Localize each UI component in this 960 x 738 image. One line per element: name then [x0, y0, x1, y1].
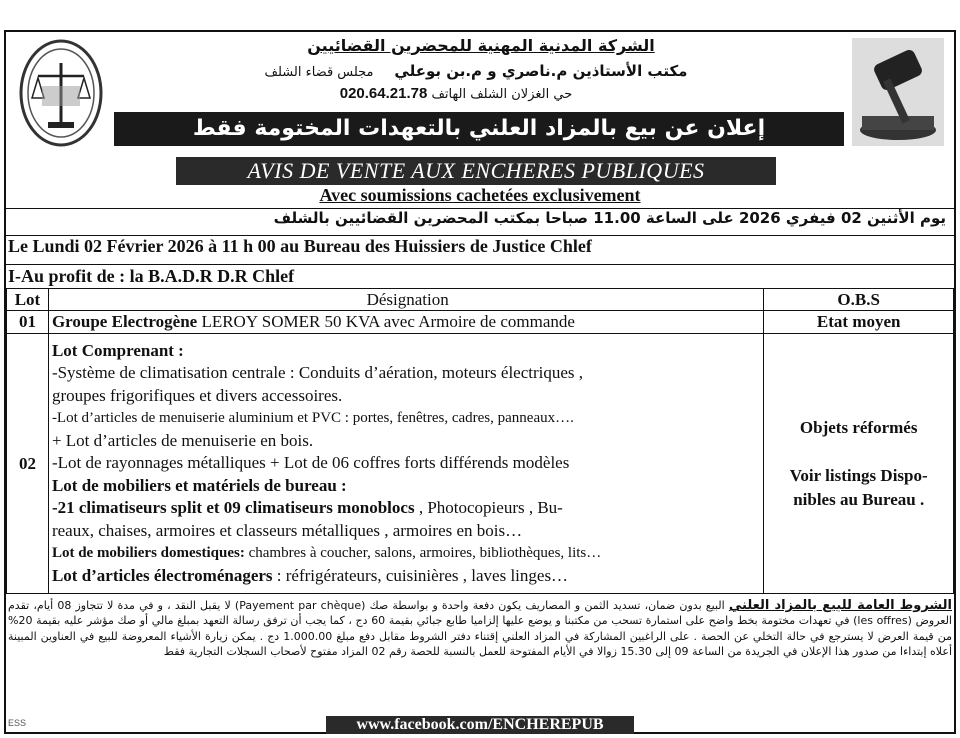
beneficiary-line: I-Au profit de : la B.A.D.R D.R Chlef	[8, 266, 295, 286]
french-date-line: Le Lundi 02 Février 2026 à 11 h 00 au Bureau des Huissiers de Justice Chlef	[8, 236, 592, 256]
general-conditions	[8, 598, 952, 660]
lot-description-text: Lot d’articles électroménagers	[51, 565, 273, 585]
court-name: مجلس قضاء الشلف	[264, 65, 374, 80]
table-row	[7, 311, 954, 334]
lot-number: 01	[7, 311, 49, 334]
subtitle: Avec soumissions cachetées exclusivement	[319, 185, 641, 205]
lot-description-line	[52, 497, 763, 520]
lot-designation-bold: Groupe Electrogène	[51, 312, 198, 331]
conditions-body: البيع بدون ضمان، تسديد الثمن و المصاريف يكون دفعة واحدة و بواسطة صك (Payement par chèque) لا يقبل النقد ، و في مدة لا تتجاوز 08 أيام، تقدم العروض (les offres) في تعهدات مختومة بخط واضح على استمارة تسحب من مكتبنا و يوضع عليها إلزاميا طابع جبائي بقيمة 60 دج ، كما يجب أن ترفق رسالة التعهد بمبلغ مالي أو صك مؤشر عليه بقيمة 20% من قيمة العرض لا يسترجع في حالة التخلي عن الحصة . على الراغبين المشاركة في المزاد العلني إقتناء دفتر الشروط مقابل دفع مبلغ 1.000.00 دج . يمكن زيارة الأشياء المعروضة للبيع في العناوين المبينة أعلاه إبتداءا من صدور هذا الإعلان في الجريدة من الساعة 09 إلى 15.30 زوالا في الأيام المفتوحة للعمل بالنسبة للحصة رقم 02 المزاد مفتوح لأصحاب السجلات التجارية فقط	[8, 599, 952, 659]
footer-banner	[6, 716, 954, 734]
lot-description-line	[52, 452, 763, 475]
lot-description-text: Lot de mobiliers et matériels de bureau :	[51, 475, 347, 495]
obs-listings-line-2: nibles au Bureau .	[793, 489, 925, 509]
table-row	[7, 334, 954, 594]
lot-description-rest: chambres à coucher, salons, armoires, bibliothèques, lits…	[244, 545, 602, 562]
conditions-title: الشروط العامة للبيع بالمزاد العلني	[728, 598, 952, 613]
lot-description-line	[52, 565, 763, 588]
obs-listings-line-1: Voir listings Dispo-	[789, 465, 928, 485]
facebook-url-link[interactable]: www.facebook.com/ENCHEREPUB	[326, 716, 633, 734]
address-line	[286, 85, 626, 102]
company-name: الشركة المدنية المهنية للمحضرين القضائيين	[307, 36, 655, 55]
lot-description-line	[52, 362, 763, 385]
french-title-banner: AVIS DE VENTE AUX ENCHERES PUBLIQUES	[176, 157, 776, 185]
lot-description-text: Lot Comprenant :	[51, 340, 184, 360]
header-lot: Lot	[7, 289, 49, 311]
address-text: حي الغزلان الشلف الهاتف	[431, 87, 573, 102]
office-line	[186, 62, 766, 80]
lot-description-text: groupes frigorifiques et divers accessoires.	[51, 385, 343, 405]
lot-obs	[764, 334, 954, 594]
office-name: مكتب الأستاذين م.ناصري و م.بن بوعلي	[394, 62, 688, 80]
divider	[6, 264, 954, 265]
lot-obs: Etat moyen	[764, 311, 954, 334]
table-header-row	[7, 289, 954, 311]
lot-description-rest: , Photocopieurs , Bu-	[414, 498, 563, 518]
arabic-date-line: يوم الأثنين 02 فيفري 2026 على الساعة 11.00 صباحا بمكتب المحضرين القضائيين بالشلف	[273, 209, 946, 227]
lot-description-text: -21 climatiseurs split et 09 climatiseurs monoblocs	[51, 498, 415, 518]
lot-description-text: -Lot de rayonnages métalliques + Lot de 06 coffres forts différends modèles	[51, 453, 570, 473]
scales-of-justice-seal-icon	[18, 38, 104, 148]
lot-description-line	[52, 385, 763, 408]
lot-description-text: -Lot d’articles de menuiserie aluminium et PVC : portes, fenêtres, cadres, panneaux….	[51, 410, 574, 427]
lot-description-line	[52, 520, 763, 543]
lot-description-text: Lot de mobiliers domestiques:	[51, 545, 245, 562]
gavel-icon	[852, 38, 944, 146]
header-obs: O.B.S	[764, 289, 954, 311]
lot-description-line	[52, 430, 763, 453]
lot-description-text: -Système de climatisation centrale : Conduits d’aération, moteurs électriques ,	[51, 363, 584, 383]
obs-reformed: Objets réformés	[799, 417, 918, 437]
lot-description-text: reaux, chaises, armoires et classeurs métalliques , armoires en bois…	[51, 520, 523, 540]
phone-number: 020.64.21.78	[339, 85, 428, 102]
lot-description-line	[52, 407, 763, 430]
lot-description-text: + Lot d’articles de menuiserie en bois.	[51, 430, 314, 450]
notice-header	[6, 32, 954, 158]
lot-description-list	[52, 340, 763, 588]
arabic-title-banner: إعلان عن بيع بالمزاد العلني بالتعهدات المختومة فقط	[114, 112, 844, 146]
lot-designation	[48, 334, 763, 594]
auction-notice	[4, 30, 956, 734]
lot-description-line	[52, 340, 763, 363]
lot-designation	[48, 311, 763, 334]
lot-number: 02	[7, 334, 49, 594]
lots-table	[6, 288, 954, 594]
header-designation: Désignation	[48, 289, 763, 311]
reference-code: ESS	[8, 718, 27, 728]
lot-description-rest: : réfrigérateurs, cuisinières , laves linges…	[272, 565, 569, 585]
lot-description-line	[52, 475, 763, 498]
lot-designation-rest: LEROY SOMER 50 KVA avec Armoire de commande	[197, 312, 575, 331]
lot-description-line	[52, 542, 763, 565]
